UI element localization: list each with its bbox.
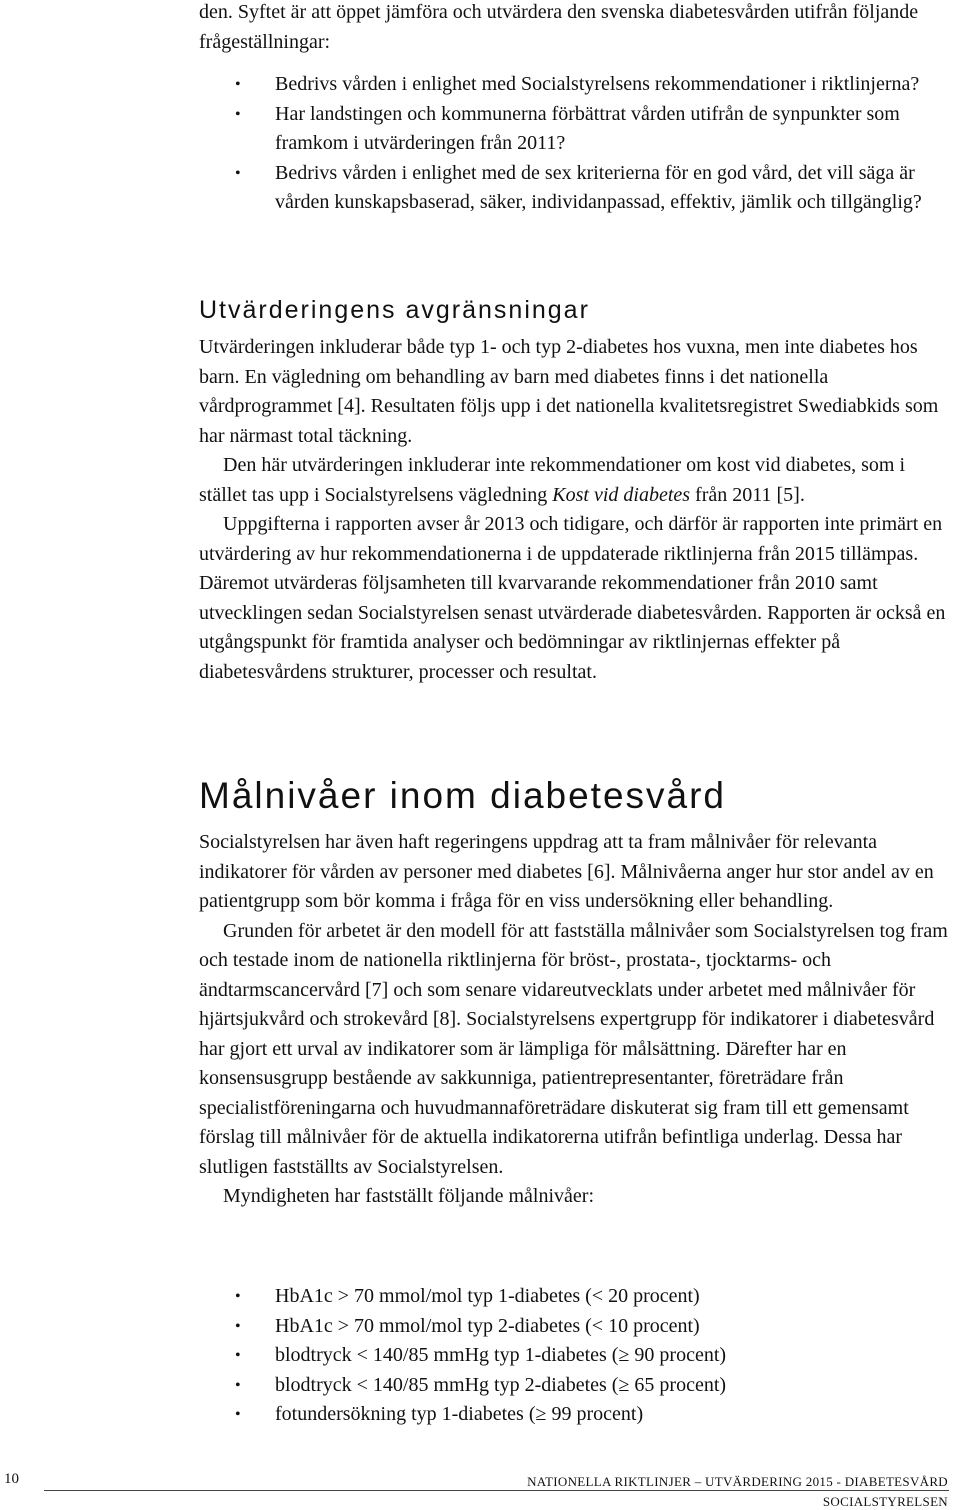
questions-list bbox=[199, 70, 951, 218]
list-item: • HbA1c > 70 mmol/mol typ 1-diabetes (< 20 procent) bbox=[199, 1282, 951, 1312]
list-item: • blodtryck < 140/85 mmHg typ 2-diabetes (≥ 65 procent) bbox=[199, 1371, 951, 1401]
bullet-icon: • bbox=[235, 164, 241, 182]
list-item: • Har landstingen och kommunerna förbättrat vården utifrån de synpunkter som framkom i utvärderingen från 2011? bbox=[199, 100, 951, 159]
list-item: • Bedrivs vården i enlighet med Socialstyrelsens rekommendationer i riktlinjerna? bbox=[199, 70, 951, 100]
section-heading-targets: Målnivåer inom diabetesvård bbox=[199, 775, 727, 816]
list-item: • Bedrivs vården i enlighet med de sex kriterierna för en god vård, det vill säga är vården kunskapsbaserad, säker, individanpassad, effektiv, jämlik och tillgänglig? bbox=[199, 159, 951, 218]
targets-paragraph-1: Socialstyrelsen har även haft regeringens uppdrag att ta fram målnivåer för relevanta indikatorer för vården av personer med diabetes [6]. Målnivåerna anger hur stor andel av en patientgrupp som bör komma i fråga för en viss undersökning eller behandling. bbox=[199, 831, 934, 912]
bullet-icon: • bbox=[235, 1376, 241, 1394]
scope-paragraph-3: Uppgifterna i rapporten avser år 2013 och tidigare, och därför är rapporten inte primärt en utvärdering av hur rekommendationerna i de uppdaterade riktlinjerna från 2015 tillämpas. Däremot utvärderas följsamheten till kvarvarande rekommendationer från 2010 samt utvecklingen sedan Socialstyrelsen senast utvärderade diabetesvården. Rapporten är också en utgångspunkt för framtida analyser och bedömningar av riktlinjernas effekter på diabetesvårdens strukturer, processer och resultat. bbox=[199, 513, 946, 683]
list-item: • blodtryck < 140/85 mmHg typ 1-diabetes (≥ 90 procent) bbox=[199, 1341, 951, 1371]
page-number: 10 bbox=[4, 1471, 19, 1487]
targets-paragraph-2: Grunden för arbetet är den modell för att fastställa målnivåer som Socialstyrelsen tog fram och testade inom de nationella riktlinjerna för bröst-, prostata-, tjocktarms- och ändtarmscancervård [7] och som senare vidareutvecklats under arbetet med målnivåer för hjärtsjukvård och strokevård [8]. Socialstyrelsens expertgrupp för indikatorer i diabetesvård har gjort ett urval av indikatorer som är lämpliga för målsättning. Därefter har en konsensusgrupp bestående av sakkunniga, patientrepresentanter, företrädare från specialistföreningarna och huvudmannaföreträdare diskuterat sig fram till ett gemensamt förslag till målnivåer för de aktuella indikatorerna utifrån befintliga underlag. Dessa har slutligen fastställts av Socialstyrelsen. bbox=[199, 919, 948, 1178]
targets-body bbox=[199, 828, 951, 1212]
scope-paragraph-2: Den här utvärderingen inkluderar inte rekommendationer om kost vid diabetes, som i stället tas upp i Socialstyrelsens vägledning Kost vid diabetes från 2011 [5]. bbox=[199, 454, 906, 506]
footer-publisher: SOCIALSTYRELSEN bbox=[822, 1494, 948, 1509]
scope-paragraph-1: Utvärderingen inkluderar både typ 1- och typ 2-diabetes hos vuxna, men inte diabetes hos barn. En vägledning om behandling av barn med diabetes finns i det nationella vårdprogrammet [4]. Resultaten följs upp i det nationella kvalitetsregistret Swediabkids som har närmast total täckning. bbox=[199, 336, 939, 447]
bullet-icon: • bbox=[235, 105, 241, 123]
bullet-icon: • bbox=[235, 1406, 241, 1423]
targets-paragraph-3: Myndigheten har fastställt följande målnivåer: bbox=[223, 1185, 594, 1207]
list-item: • HbA1c > 70 mmol/mol typ 2-diabetes (< 10 procent) bbox=[199, 1312, 951, 1342]
bullet-icon: • bbox=[235, 76, 241, 93]
section-heading-scope: Utvärderingens avgränsningar bbox=[199, 296, 590, 324]
scope-body bbox=[199, 333, 951, 687]
footer-divider bbox=[44, 1490, 949, 1491]
list-item: • fotundersökning typ 1-diabetes (≥ 99 procent) bbox=[199, 1400, 951, 1430]
intro-paragraph: den. Syftet är att öppet jämföra och utvärdera den svenska diabetesvården utifrån följande frågeställningar: bbox=[199, 1, 919, 53]
bullet-icon: • bbox=[235, 1288, 241, 1305]
bullet-icon: • bbox=[235, 1317, 241, 1335]
targets-list bbox=[199, 1282, 951, 1430]
bullet-icon: • bbox=[235, 1347, 241, 1364]
footer-title: NATIONELLA RIKTLINJER – UTVÄRDERING 2015 - DIABETESVÅRD bbox=[527, 1474, 948, 1489]
